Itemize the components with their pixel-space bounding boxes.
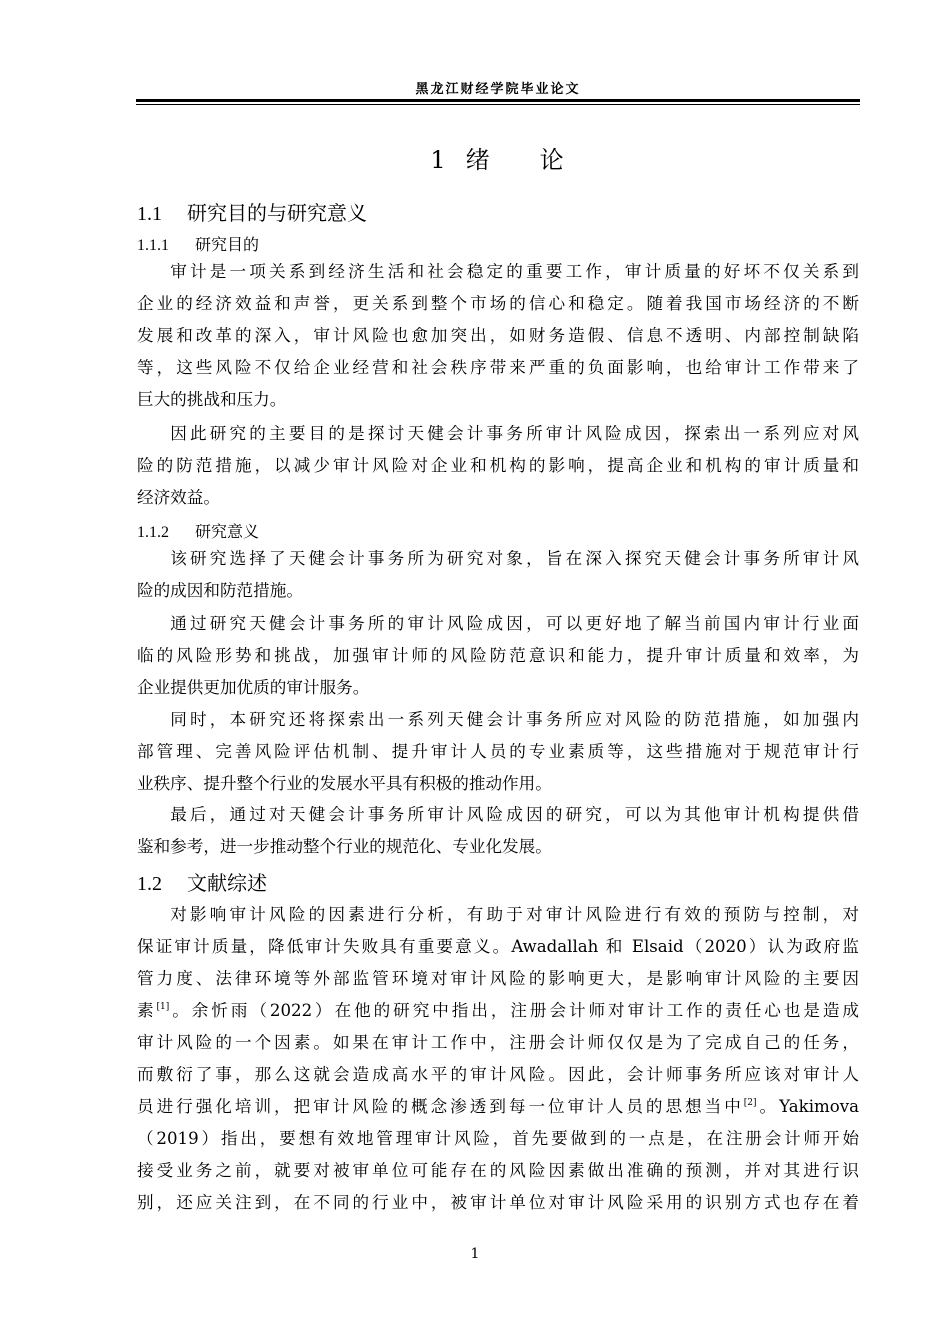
- section-number: 1.2: [137, 873, 162, 895]
- subsection-number: 1.1.2: [137, 524, 169, 541]
- text-line: 业秩序、提升整个行业的发展水平具有积极的推动作用。: [137, 774, 552, 793]
- section-heading-1-1: [137, 197, 367, 226]
- paragraph-research-purpose-1: [137, 256, 859, 416]
- text-line: 对影响审计风险的因素进行分析，有助于对审计风险进行有效的预防与控制，对: [170, 905, 859, 924]
- subsection-number: 1.1.1: [137, 237, 169, 254]
- section-number: 1.1: [137, 203, 162, 225]
- text-line: 同时，本研究还将探索出一系列天健会计事务所应对风险的防范措施，如加强内: [170, 710, 859, 729]
- text-line: 经济效益。: [137, 488, 220, 507]
- text-fragment: 。余忻雨（2022）在他的研究中指出，注册会计师对审计工作的责任心也是造成: [169, 1001, 860, 1020]
- page-number: 1: [470, 1246, 480, 1262]
- text-line: 临的风险形势和挑战，加强审计师的风险防范意识和能力，提升审计质量和效率，为: [137, 646, 859, 665]
- text-line: （2019）指出，要想有效地管理审计风险，首先要做到的一点是，在注册会计师开始: [137, 1129, 859, 1148]
- text-line: 别，还应关注到，在不同的行业中，被审计单位对审计风险采用的识别方式也存在着: [137, 1193, 859, 1212]
- paragraph-significance-1: [137, 543, 859, 607]
- text-line: 管力度、法律环境等外部监管环境对审计风险的影响更大，是影响审计风险的主要因: [137, 969, 859, 988]
- text-fragment: 素: [137, 1001, 157, 1020]
- text-line: [137, 1091, 859, 1123]
- text-line: 审计是一项关系到经济生活和社会稳定的重要工作，审计质量的好坏不仅关系到: [170, 262, 859, 281]
- text-line: 保证审计质量，降低审计失败具有重要意义。Awadallah 和 Elsaid（2020）认为政府监: [137, 937, 859, 956]
- text-line: [137, 995, 859, 1027]
- section-title: 研究目的与研究意义: [187, 201, 367, 225]
- text-line: 因此研究的主要目的是探讨天健会计事务所审计风险成因，探索出一系列应对风: [170, 424, 859, 443]
- subsection-title: 研究目的: [195, 235, 260, 254]
- chapter-title: [136, 140, 860, 175]
- subsection-heading-1-1-1: [137, 232, 259, 255]
- paragraph-significance-4: [137, 799, 859, 863]
- chapter-number: 1: [430, 146, 448, 174]
- text-line: 审计风险的一个因素。如果在审计工作中，注册会计师仅仅是为了完成自己的任务，: [137, 1033, 859, 1052]
- paragraph-literature-review: [137, 899, 859, 1219]
- text-fragment: 员进行强化培训，把审计风险的概念渗透到每一位审计人员的思想当中: [137, 1097, 744, 1116]
- text-line: 险的成因和防范措施。: [137, 581, 303, 600]
- text-line: 发展和改革的深入，审计风险也愈加突出，如财务造假、信息不透明、内部控制缺陷: [137, 326, 859, 345]
- header-rule-thick: [136, 99, 860, 102]
- text-line: 鉴和参考，进一步推动整个行业的规范化、专业化发展。: [137, 837, 552, 856]
- citation-ref-2: [2]: [743, 1098, 757, 1108]
- text-line: 该研究选择了天健会计事务所为研究对象，旨在深入探究天健会计事务所审计风: [170, 549, 859, 568]
- text-line: 等，这些风险不仅给企业经营和社会秩序带来严重的负面影响，也给审计工作带来了: [137, 358, 859, 377]
- chapter-title-a: 绪: [465, 146, 492, 174]
- text-line: 部管理、完善风险评估机制、提升审计人员的专业素质等，这些措施对于规范审计行: [137, 742, 859, 761]
- running-header: 黑龙江财经学院毕业论文: [415, 82, 581, 97]
- section-heading-1-2: [137, 867, 267, 896]
- subsection-title: 研究意义: [195, 522, 260, 541]
- text-line: 企业提供更加优质的审计服务。: [137, 678, 370, 697]
- text-line: 最后，通过对天健会计事务所审计风险成因的研究，可以为其他审计机构提供借: [170, 805, 859, 824]
- subsection-heading-1-1-2: [137, 519, 259, 542]
- text-line: 企业的经济效益和声誉，更关系到整个市场的信心和稳定。随着我国市场经济的不断: [137, 294, 859, 313]
- text-line: 而敷衍了事，那么这就会造成高水平的审计风险。因此，会计师事务所应该对审计人: [137, 1065, 859, 1084]
- text-line: 通过研究天健会计事务所的审计风险成因，可以更好地了解当前国内审计行业面: [170, 614, 859, 633]
- text-line: 险的防范措施，以减少审计风险对企业和机构的影响，提高企业和机构的审计质量和: [137, 456, 859, 475]
- citation-ref-1: [1]: [156, 1002, 170, 1012]
- section-title: 文献综述: [187, 871, 267, 895]
- text-fragment: 。Yakimova: [756, 1097, 859, 1116]
- paragraph-significance-2: [137, 608, 859, 704]
- text-line: 巨大的挑战和压力。: [137, 390, 287, 409]
- text-line: 接受业务之前，就要对被审单位可能存在的风险因素做出准确的预测，并对其进行识: [137, 1161, 859, 1180]
- chapter-title-b: 论: [539, 146, 566, 174]
- paragraph-research-purpose-2: [137, 418, 859, 514]
- header-rule-thin: [136, 104, 860, 105]
- paragraph-significance-3: [137, 704, 859, 800]
